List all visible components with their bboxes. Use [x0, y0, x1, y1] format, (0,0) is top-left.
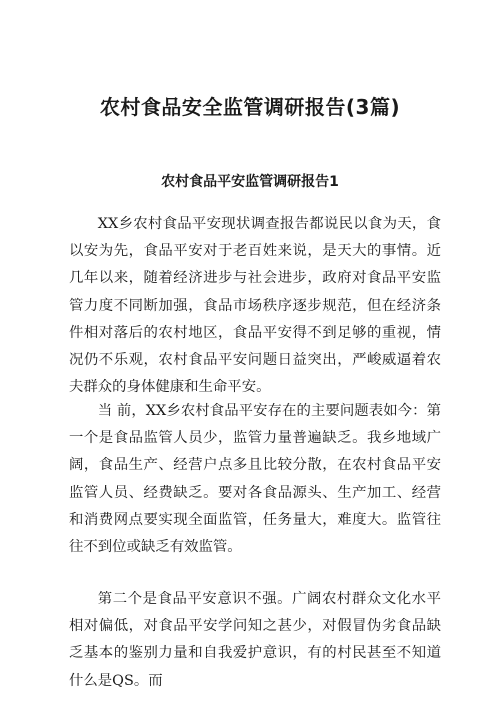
- document-title: 农村食品安全监管调研报告(3篇): [99, 95, 401, 119]
- section-title: 农村食品平安监管调研报告1: [161, 174, 339, 190]
- paragraph-3: 第二个是食品平安意识不强。广阔农村群众文化水平相对偏低，对食品平安学问知之甚少，对假冒伪劣食品缺乏基本的鉴别力量和自我爱护意识，有的村民甚至不知道什么是QS。而: [69, 591, 441, 689]
- paragraph-1: XX乡农村食品平安现状调查报告都说民以食为天，食以安为先，食品平安对于老百姓来说，是天大的事情。近几年以来，随着经济进步与社会进步，政府对食品平安监管力度不同断加强，食品市场秩序逐步规范，但在经济条件相对落后的农村地区，食品平安得不到足够的重视，情况仍不乐观，农村食品平安问题日益突出，严峻威逼着农夫群众的身体健康和生命平安。: [69, 216, 441, 396]
- paragraph-2: 当 前，XX乡农村食品平安存在的主要问题表如今：第一个是食品监管人员少，监管力量普遍缺乏。我乡地域广阔，食品生产、经营户点多且比较分散，在农村食品平安监管人员、经费缺乏。要对各食品源头、生产加工、经营和消费网点要实现全面监管，任务量大，难度大。监管往往不到位或缺乏有效监管。: [69, 403, 441, 556]
